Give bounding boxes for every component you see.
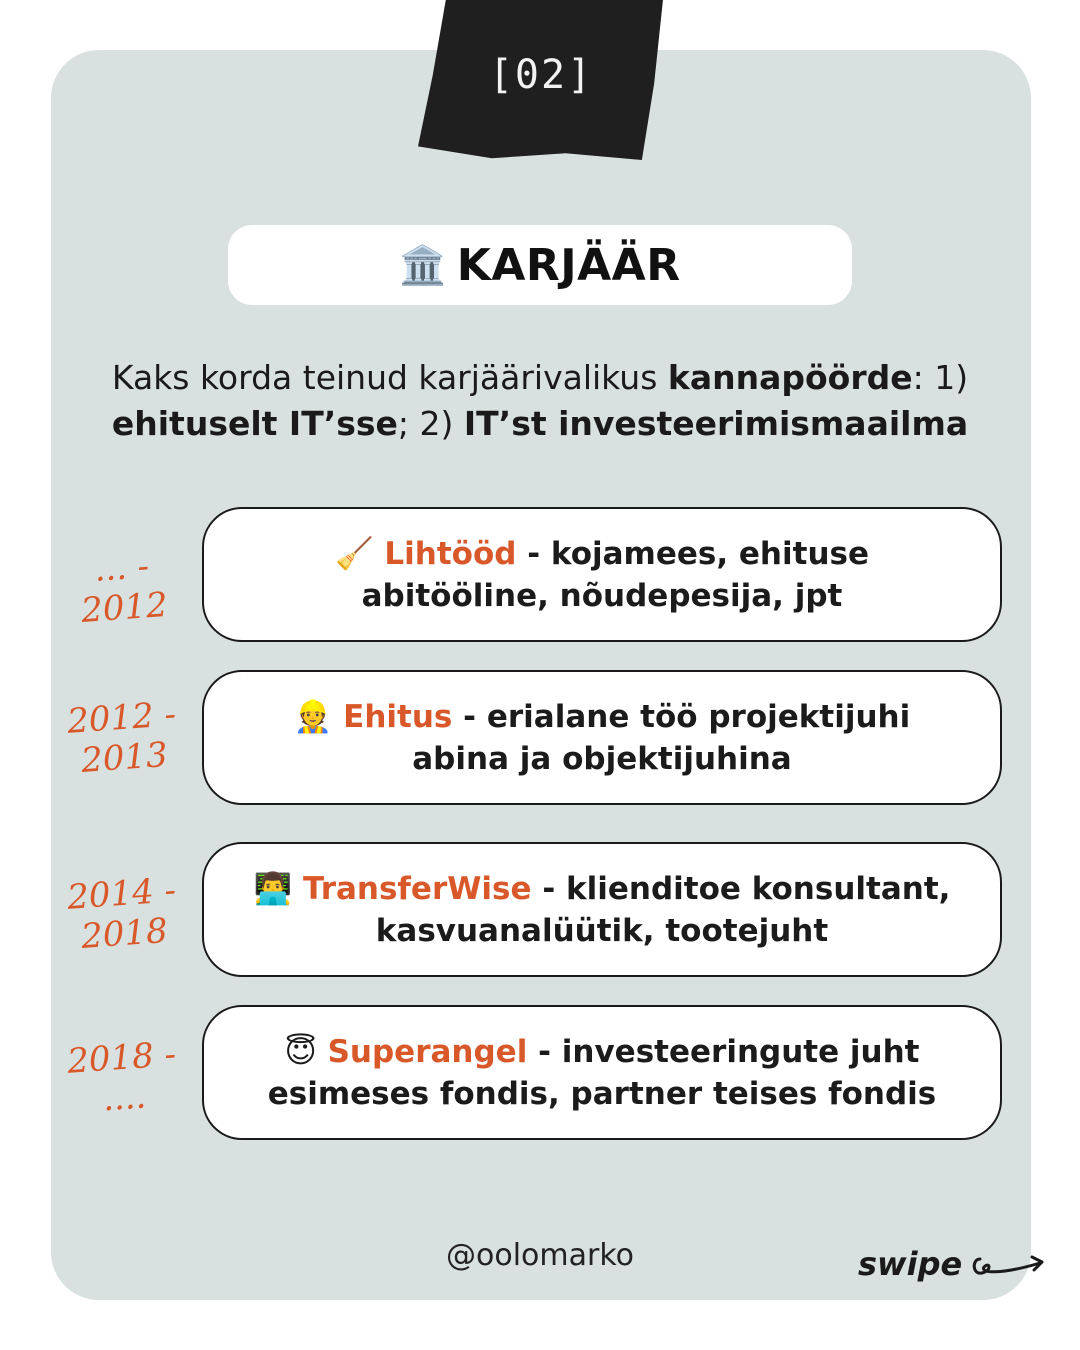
entry-name: Superangel <box>327 1033 528 1070</box>
intro-bold: ehituselt IT’sse <box>111 404 398 443</box>
page-title: KARJÄÄR <box>456 239 681 291</box>
building-icon: 🏛️ <box>399 243 447 287</box>
halo-smile-icon: 😇 <box>284 1033 317 1070</box>
year-label <box>45 693 200 783</box>
year-label <box>45 543 200 633</box>
technologist-icon: 👨‍💻 <box>253 870 293 907</box>
entry-text <box>268 1031 937 1115</box>
intro-bold: IT’st investeerimismaailma <box>463 404 969 443</box>
year-start: 2018 - <box>65 1034 178 1082</box>
swipe-arrow-icon <box>970 1245 1060 1285</box>
intro-part: ; 2) <box>397 404 464 443</box>
intro-text <box>70 355 1010 447</box>
entry-desc: abitööline, nõudepesija, jpt <box>361 577 843 614</box>
entry-desc: - investeeringute juht <box>527 1033 920 1070</box>
year-label <box>45 1033 200 1123</box>
swipe-hint: swipe <box>858 1245 963 1283</box>
timeline-entry <box>202 842 1002 977</box>
entry-desc: esimeses fondis, partner teises fondis <box>267 1075 937 1112</box>
year-label <box>45 869 200 959</box>
title-pill <box>228 225 852 305</box>
entry-name: TransferWise <box>302 870 532 907</box>
intro-part: : 1) <box>912 358 969 397</box>
entry-desc: - erialane töö projektijuhi <box>452 698 911 735</box>
year-end: 2012 <box>79 584 169 631</box>
timeline-entry <box>202 670 1002 805</box>
year-end: 2018 <box>79 910 169 957</box>
intro-part: Kaks korda teinud karjäärivalikus <box>111 358 668 397</box>
intro-bold: kannapöörde <box>667 358 913 397</box>
entry-desc: - klienditoe konsultant, <box>531 870 951 907</box>
construction-worker-icon: 👷 <box>293 698 333 735</box>
year-start: 2014 - <box>65 870 178 918</box>
entry-text <box>335 533 869 617</box>
year-start: ... - <box>92 546 151 590</box>
entry-name: Ehitus <box>343 698 453 735</box>
timeline-entry <box>202 507 1002 642</box>
entry-text <box>254 868 951 952</box>
entry-text <box>294 696 910 780</box>
timeline-entry <box>202 1005 1002 1140</box>
entry-desc: kasvuanalüütik, tootejuht <box>375 912 829 949</box>
entry-desc: - kojamees, ehituse <box>516 535 869 572</box>
broom-icon: 🧹 <box>334 535 374 572</box>
page-number-badge: [02] <box>488 52 594 98</box>
year-end: .... <box>101 1076 148 1120</box>
entry-desc: abina ja objektijuhina <box>412 740 792 777</box>
social-handle: @oolomarko <box>446 1238 634 1273</box>
year-end: 2013 <box>79 734 169 781</box>
year-start: 2012 - <box>65 694 178 742</box>
entry-name: Lihtööd <box>384 535 517 572</box>
